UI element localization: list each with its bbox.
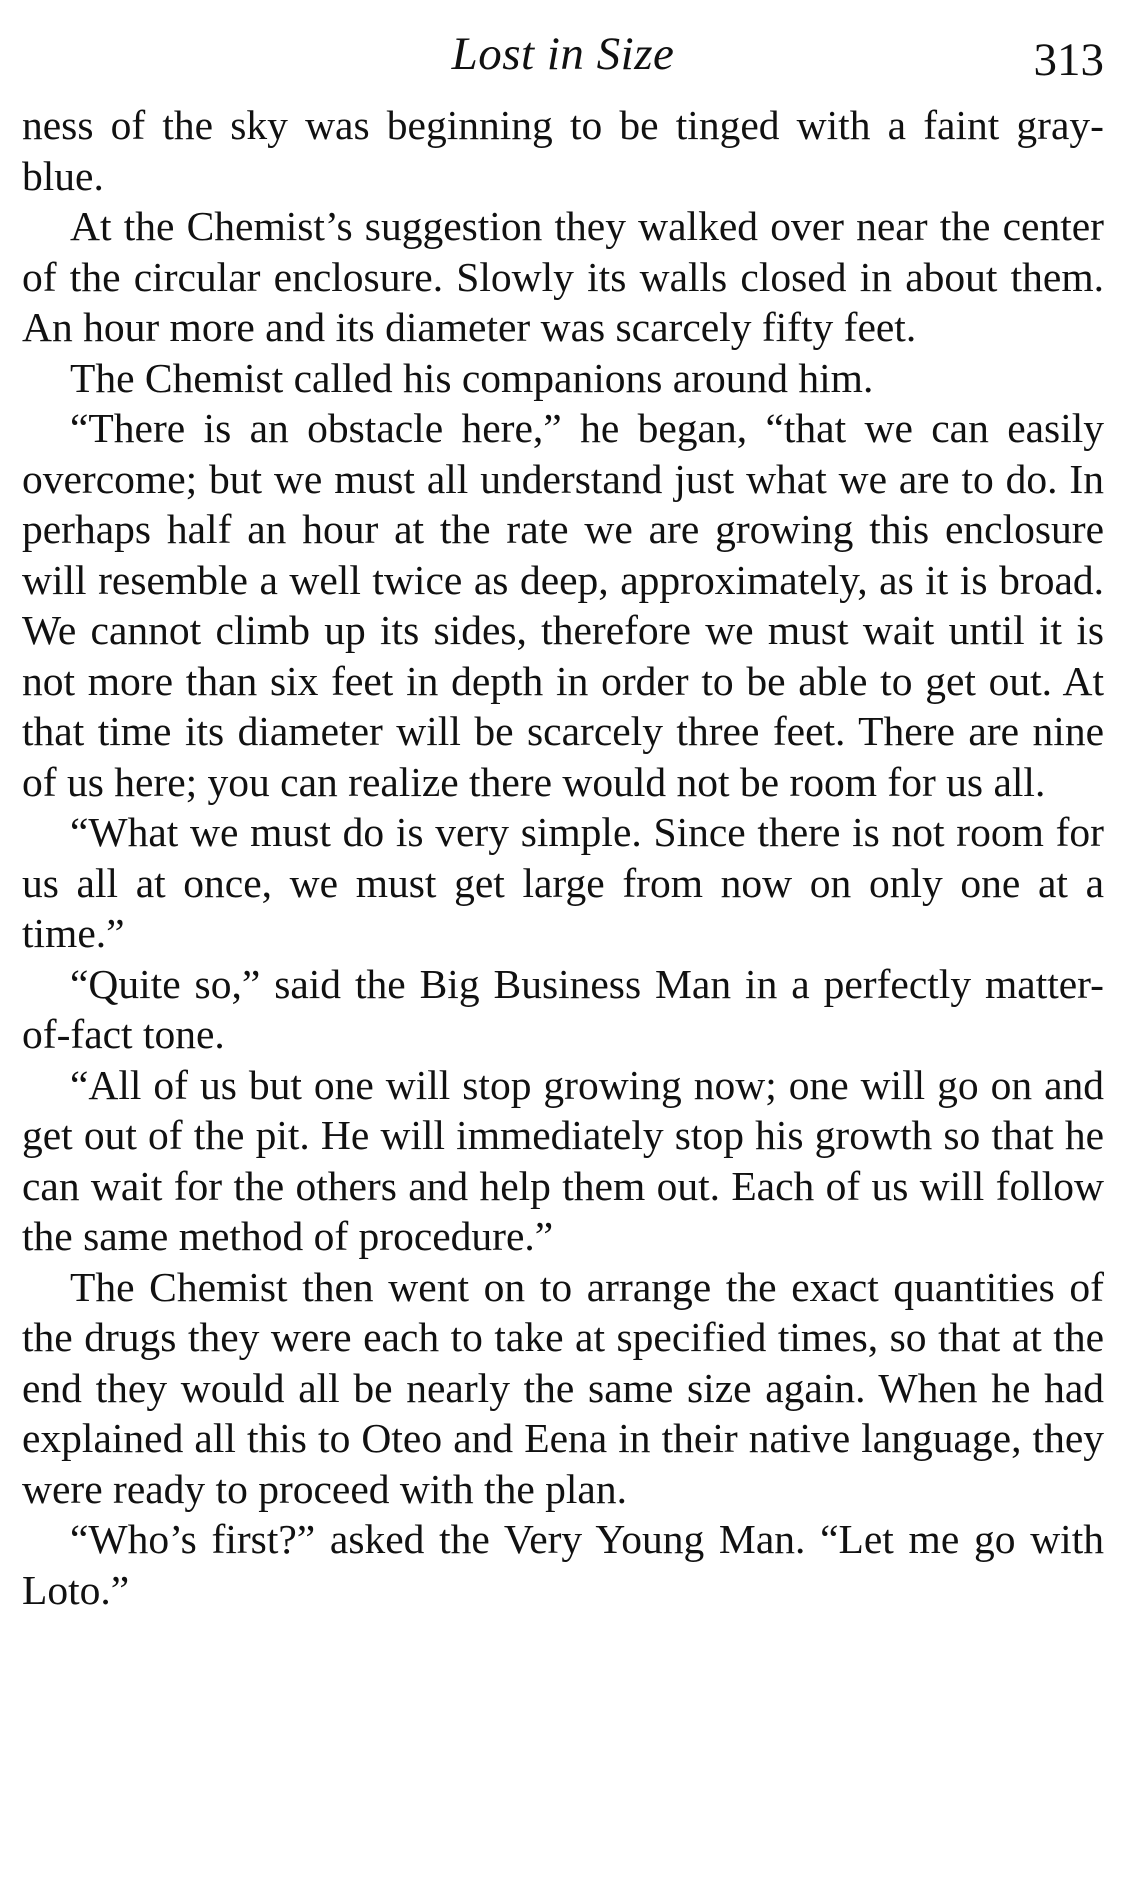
paragraph-8: The Chemist then went on to arrange the exact quantities of the drugs they were each to take at specified times, so that at the end they would all be nearly the same size again. When he had explained all this to Oteo and Eena in their native language, they were ready to proceed with the plan. <box>22 1263 1104 1512</box>
paragraph-6: “Quite so,” said the Big Business Man in a perfectly matter-of-fact tone. <box>22 960 1104 1057</box>
paragraph-4: “There is an obstacle here,” he began, “that we can easily overcome; but we must all understand just what we are to do. In perhaps half an hour at the rate we are growing this enclosure will resemble a well twice as deep, approximately, as it is broad. We cannot climb up its sides, therefore we must wait until it is not more than six feet in depth in order to be able to get out. At that time its diameter will be scarcely three feet. There are nine of us here; you can realize there would not be room for us all. <box>22 405 1104 805</box>
paragraph-1: ness of the sky was beginning to be tinged with a faint gray-blue. <box>22 102 1104 199</box>
page-header <box>22 18 1104 90</box>
book-page <box>22 18 1104 1615</box>
paragraph-2: At the Chemist’s suggestion they walked over near the center of the circular enclosure. Slowly its walls closed in about them. An hour more and its diameter was scarcely fifty feet. <box>22 203 1104 350</box>
running-title: Lost in Size <box>451 28 675 80</box>
paragraph-5: “What we must do is very simple. Since there is not room for us all at once, we must get large from now on only one at a time.” <box>22 809 1104 956</box>
paragraph-3: The Chemist called his companions around him. <box>70 354 874 401</box>
paragraph-7: “All of us but one will stop growing now; one will go on and get out of the pit. He will immediately stop his growth so that he can wait for the others and help them out. Each of us will follow the same method of procedure.” <box>22 1061 1104 1259</box>
page-number: 313 <box>1033 34 1104 86</box>
body-text <box>22 100 1104 1615</box>
paragraph-9: “Who’s first?” asked the Very Young Man. “Let me go with Loto.” <box>22 1516 1104 1613</box>
